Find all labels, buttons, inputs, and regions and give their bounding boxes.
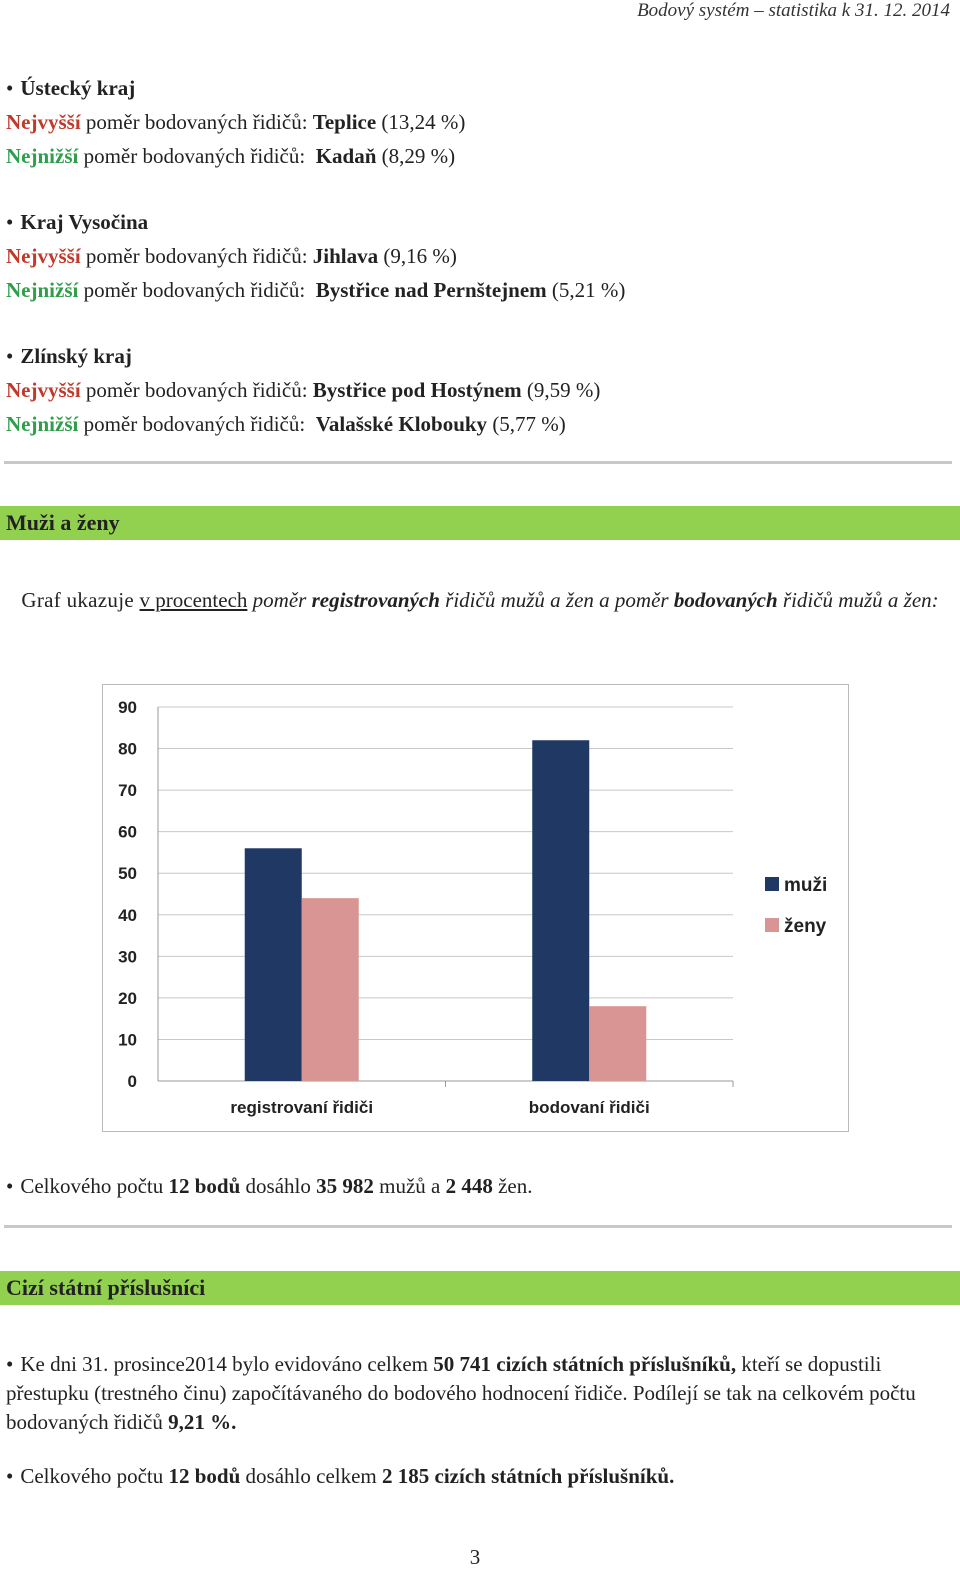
- divider: [4, 461, 952, 464]
- legend-swatch-ženy: [765, 918, 779, 932]
- region-block: [6, 71, 465, 173]
- region-highest: Nejvyšší poměr bodovaných řidičů: Jihlava (9,16 %): [6, 244, 457, 268]
- y-tick-label: 30: [118, 947, 137, 967]
- region-title: • Kraj Vysočina: [6, 205, 625, 239]
- region-block: [6, 339, 600, 441]
- bar-chart: [102, 684, 849, 1132]
- men-women-note: • Celkového počtu 12 bodů dosáhlo 35 982 mužů a 2 448 žen.: [6, 1172, 951, 1201]
- section-heading-foreign: Cizí státní příslušníci: [0, 1271, 960, 1305]
- bar-muži-0: [245, 848, 302, 1081]
- x-category-label: bodovaní řidiči: [528, 1098, 650, 1117]
- y-tick-label: 20: [118, 988, 137, 1008]
- y-tick-label: 70: [118, 781, 137, 801]
- region-block: [6, 205, 625, 307]
- bar-ženy-1: [589, 1006, 646, 1081]
- chart-intro: Graf ukazuje v procentech poměr registrovaných řidičů mužů a žen a poměr bodovaných řidičů mužů a žen:: [21, 588, 939, 612]
- y-tick-label: 90: [118, 698, 137, 717]
- legend-label: ženy: [784, 916, 827, 937]
- y-tick-label: 10: [118, 1030, 137, 1050]
- divider: [4, 1225, 952, 1228]
- x-category-label: registrovaní řidiči: [230, 1098, 374, 1117]
- page-number: 3: [469, 1545, 481, 1569]
- region-highest: Nejvyšší poměr bodovaných řidičů: Bystřice pod Hostýnem (9,59 %): [6, 378, 601, 402]
- legend-label: muži: [784, 875, 828, 896]
- legend-swatch-muži: [765, 877, 779, 891]
- page-header: Bodový systém – statistika k 31. 12. 2014: [637, 0, 950, 21]
- y-tick-label: 80: [118, 739, 137, 759]
- section-heading-men-women: Muži a ženy: [0, 506, 960, 540]
- region-lowest: Nejnižší poměr bodovaných řidičů: Bystřice nad Pernštejnem (5,21 %): [6, 278, 626, 302]
- bar-ženy-0: [302, 898, 359, 1081]
- y-tick-label: 60: [118, 822, 137, 842]
- y-tick-label: 50: [118, 864, 137, 884]
- region-lowest: Nejnižší poměr bodovaných řidičů: Valašské Klobouky (5,77 %): [6, 412, 566, 436]
- region-highest: Nejvyšší poměr bodovaných řidičů: Teplice (13,24 %): [6, 110, 466, 134]
- y-tick-label: 0: [127, 1072, 137, 1091]
- region-title: • Ústecký kraj: [6, 71, 465, 105]
- region-lowest: Nejnižší poměr bodovaných řidičů: Kadaň (8,29 %): [6, 144, 456, 168]
- bar-chart-svg: [103, 685, 850, 1133]
- region-title: • Zlínský kraj: [6, 339, 600, 373]
- bar-muži-1: [532, 740, 589, 1081]
- foreign-paragraph: • Ke dni 31. prosince2014 bylo evidováno celkem 50 741 cizích státních příslušníků, kteří se dopustili přestupku (trestného činu) započítávaného do bodového hodnocení řidiče. Podílejí se tak na celkovém počtu bodovaných řidičů 9,21 %.: [6, 1350, 951, 1437]
- foreign-note: • Celkového počtu 12 bodů dosáhlo celkem 2 185 cizích státních příslušníků.: [6, 1462, 951, 1491]
- y-tick-label: 40: [118, 905, 137, 925]
